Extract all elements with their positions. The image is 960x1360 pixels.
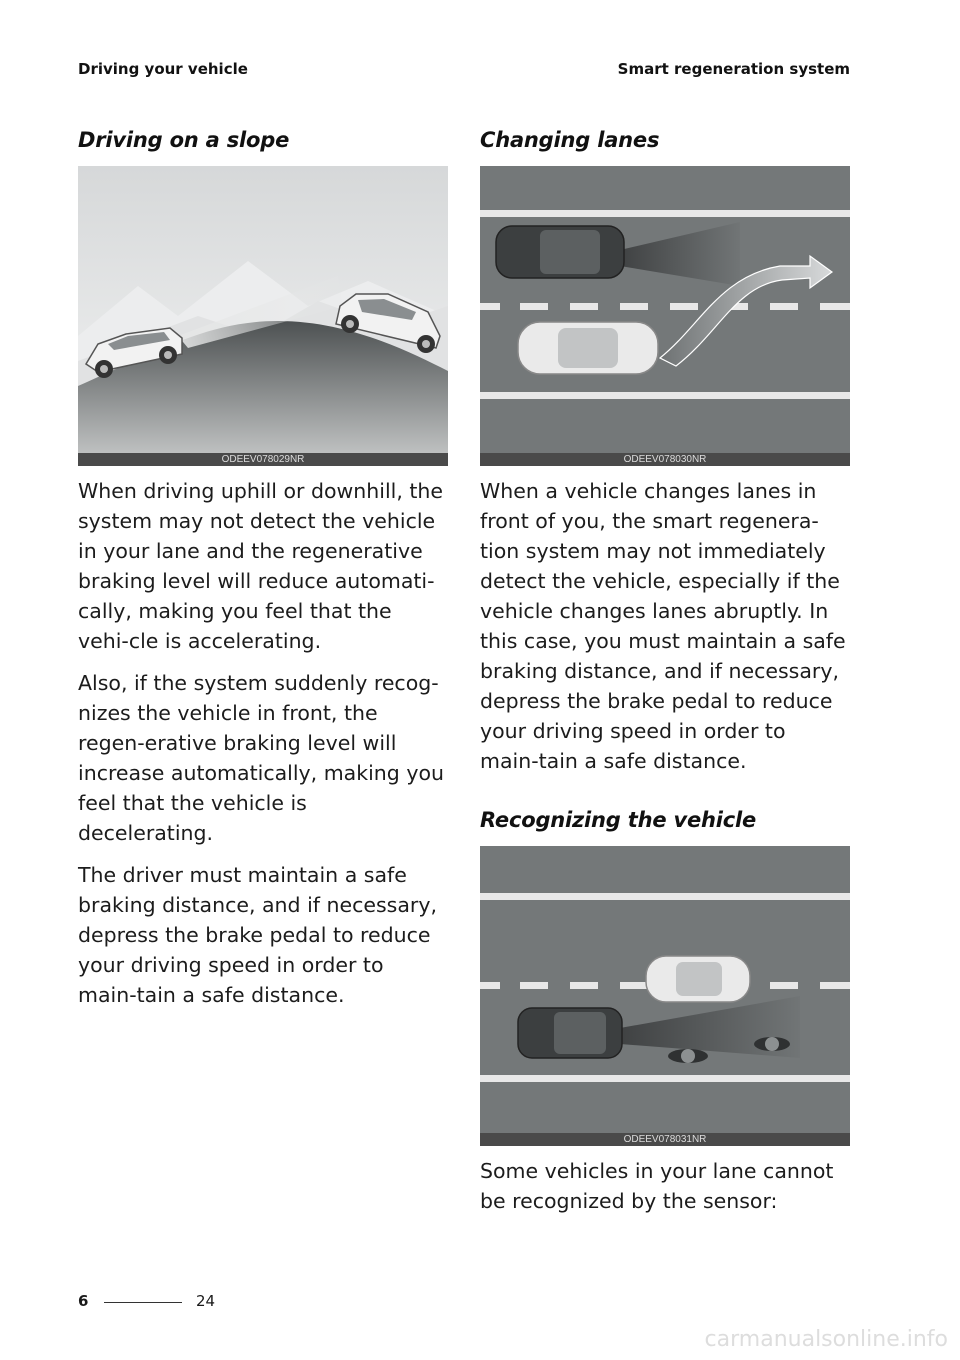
figure-changing-lanes (480, 166, 850, 466)
sedan-adjacent-lane (646, 956, 750, 1002)
footer-divider (104, 1302, 182, 1303)
sedan-top-view (518, 322, 658, 374)
recognition-illustration (480, 846, 850, 1146)
motorcycle-near (668, 1049, 708, 1063)
lane-change-illustration (480, 166, 850, 466)
figure-code-changing-lanes: ODEEV078030NR (480, 453, 850, 466)
slope-illustration (78, 166, 448, 466)
motorcycle-far (754, 1037, 790, 1051)
figure-recognizing-vehicle (480, 846, 850, 1146)
left-column (78, 128, 448, 1022)
running-header-section: Smart regeneration system (617, 60, 850, 78)
running-header-chapter: Driving your vehicle (78, 60, 248, 78)
figure-code-slope: ODEEV078029NR (78, 453, 448, 466)
heading-recognizing-vehicle: Recognizing the vehicle (480, 808, 757, 832)
footer-page-number: 24 (196, 1292, 216, 1310)
paragraph-changing-lanes: When a vehicle changes lanes in front of you, the smart regenera-tion system may not immediately detect the vehicle, especially if the vehicle changes lanes abruptly. In this case, you must maintain a safe braking distance, and if necessary, depress the brake pedal to reduce your driving speed in order to main-tain a safe distance. (480, 479, 846, 773)
heading-driving-on-slope: Driving on a slope (78, 128, 290, 152)
right-column (480, 128, 850, 1228)
paragraph-slope-1: When driving uphill or downhill, the system may not detect the vehicle in your lane and the regenerative braking level will reduce automati-cally, making you feel that the vehi-cle is accelerating. (78, 479, 444, 653)
paragraph-recognizing-vehicle: Some vehicles in your lane cannot be recognized by the sensor: (480, 1159, 834, 1213)
figure-code-recognizing-vehicle: ODEEV078031NR (480, 1133, 850, 1146)
footer-section-number: 6 (78, 1292, 89, 1310)
suv-own-lane (518, 1008, 622, 1058)
paragraph-slope-3: The driver must maintain a safe braking distance, and if necessary, depress the brake pedal to reduce your driving speed in order to main-tain a safe distance. (78, 863, 437, 1007)
figure-slope (78, 166, 448, 466)
paragraph-slope-2: Also, if the system suddenly recog-nizes the vehicle in front, the regen-erative braking level will increase automatically, making you feel that the vehicle is decelerating. (78, 671, 444, 845)
watermark: carmanualsonline.info (704, 1327, 948, 1352)
suv-top-view (496, 226, 624, 278)
heading-changing-lanes: Changing lanes (480, 128, 660, 152)
